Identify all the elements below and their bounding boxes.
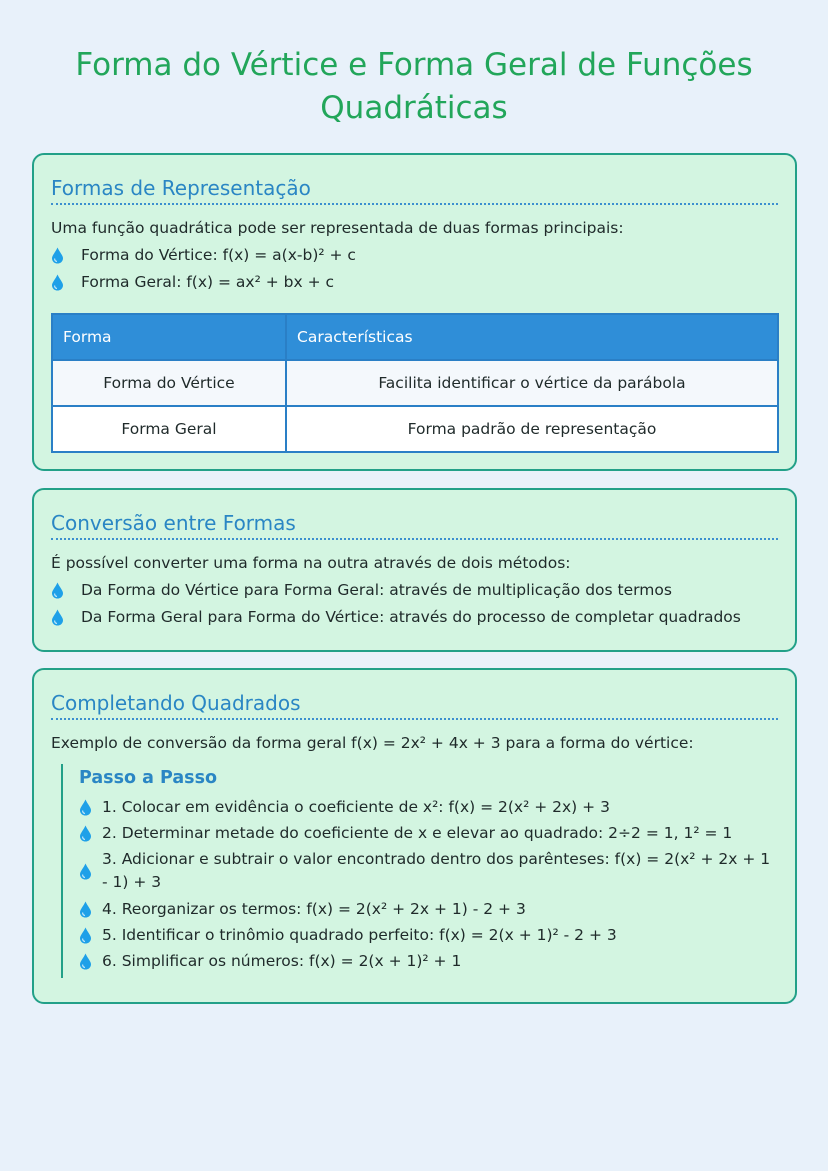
conversion-list bbox=[51, 579, 778, 628]
completing-squares-intro: Exemplo de conversão da forma geral f(x) = 2x² + 4x + 3 para a forma do vértice: bbox=[51, 734, 694, 752]
water-drop-icon bbox=[79, 863, 92, 880]
table-row bbox=[52, 360, 778, 406]
table-header-forma: Forma bbox=[52, 314, 286, 360]
list-item bbox=[79, 898, 778, 920]
table-header-row bbox=[52, 314, 778, 360]
list-item bbox=[79, 924, 778, 946]
table-cell: Forma Geral bbox=[52, 406, 286, 452]
conversion-intro: É possível converter uma forma na outra através de dois métodos: bbox=[51, 554, 571, 572]
water-drop-icon bbox=[79, 953, 92, 970]
step-text: 2. Determinar metade do coeficiente de x e elevar ao quadrado: 2÷2 = 1, 1² = 1 bbox=[102, 824, 733, 842]
water-drop-icon bbox=[51, 247, 64, 264]
list-item bbox=[79, 848, 778, 894]
list-item bbox=[51, 244, 778, 266]
water-drop-icon bbox=[79, 799, 92, 816]
water-drop-icon bbox=[79, 927, 92, 944]
list-item bbox=[51, 579, 778, 601]
list-item bbox=[79, 822, 778, 844]
table-cell: Forma do Vértice bbox=[52, 360, 286, 406]
table-cell: Forma padrão de representação bbox=[286, 406, 778, 452]
representation-card bbox=[32, 153, 797, 471]
section-heading-representation: Formas de Representação bbox=[51, 155, 778, 205]
step-text: 4. Reorganizar os termos: f(x) = 2(x² + 2x + 1) - 2 + 3 bbox=[102, 900, 526, 918]
bullet-text: Forma do Vértice: f(x) = a(x-b)² + c bbox=[81, 246, 356, 264]
forms-table bbox=[51, 313, 779, 453]
representation-intro: Uma função quadrática pode ser representada de duas formas principais: bbox=[51, 219, 624, 237]
water-drop-icon bbox=[51, 582, 64, 599]
water-drop-icon bbox=[79, 825, 92, 842]
water-drop-icon bbox=[51, 274, 64, 291]
representation-list bbox=[51, 244, 778, 293]
list-item bbox=[51, 271, 778, 293]
bullet-text: Da Forma Geral para Forma do Vértice: através do processo de completar quadrados bbox=[81, 608, 741, 626]
bullet-text: Da Forma do Vértice para Forma Geral: através de multiplicação dos termos bbox=[81, 581, 672, 599]
step-text: 3. Adicionar e subtrair o valor encontrado dentro dos parênteses: f(x) = 2(x² + 2x + 1 - 1) + 3 bbox=[102, 850, 771, 891]
water-drop-icon bbox=[79, 901, 92, 918]
page-title: Forma do Vértice e Forma Geral de Funções Quadráticas bbox=[75, 47, 753, 126]
table-header-caracteristicas: Características bbox=[286, 314, 778, 360]
list-item bbox=[51, 606, 778, 628]
table-cell: Facilita identificar o vértice da parábola bbox=[286, 360, 778, 406]
completing-squares-card bbox=[32, 668, 797, 1004]
bullet-text: Forma Geral: f(x) = ax² + bx + c bbox=[81, 273, 335, 291]
list-item bbox=[79, 950, 778, 972]
step-text: 5. Identificar o trinômio quadrado perfeito: f(x) = 2(x + 1)² - 2 + 3 bbox=[102, 926, 617, 944]
list-item bbox=[79, 796, 778, 818]
section-heading-completing-squares: Completando Quadrados bbox=[51, 670, 778, 720]
conversion-card bbox=[32, 488, 797, 652]
steps-box bbox=[61, 764, 778, 978]
water-drop-icon bbox=[51, 609, 64, 626]
steps-title: Passo a Passo bbox=[79, 768, 218, 788]
steps-list bbox=[79, 796, 778, 972]
step-text: 1. Colocar em evidência o coeficiente de x²: f(x) = 2(x² + 2x) + 3 bbox=[102, 798, 610, 816]
table-row bbox=[52, 406, 778, 452]
step-text: 6. Simplificar os números: f(x) = 2(x + 1)² + 1 bbox=[102, 952, 462, 970]
section-heading-conversion: Conversão entre Formas bbox=[51, 490, 778, 540]
